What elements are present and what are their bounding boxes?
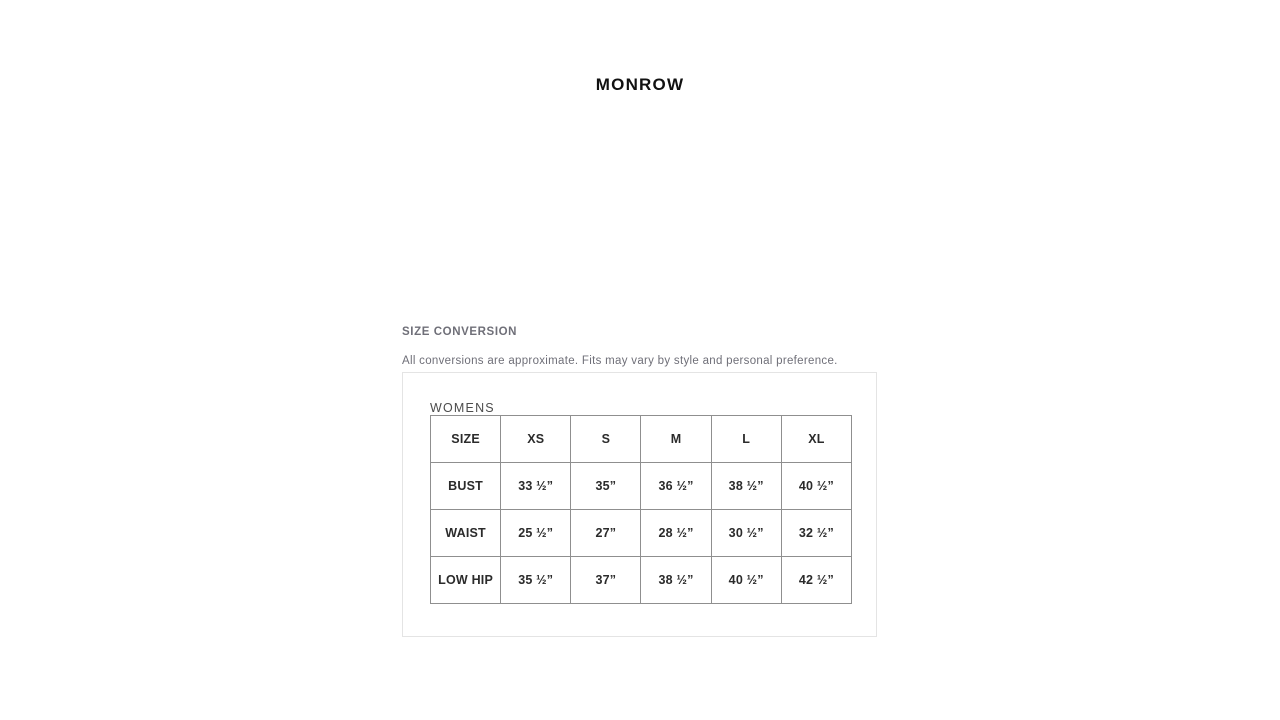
table-row-low-hip: [431, 557, 852, 604]
measurement-cell: 28 ½”: [641, 510, 711, 557]
measurement-cell: 36 ½”: [641, 463, 711, 510]
size-table-head: [431, 416, 852, 463]
measurement-cell: 30 ½”: [711, 510, 781, 557]
section-title: SIZE CONVERSION: [402, 326, 518, 338]
measurement-cell: 27”: [571, 510, 641, 557]
measurement-cell: 35”: [571, 463, 641, 510]
row-label: BUST: [431, 463, 501, 510]
measurement-cell: 37”: [571, 557, 641, 604]
disclaimer-text: All conversions are approximate. Fits may vary by style and personal preference.: [402, 355, 838, 367]
group-label-womens: WOMENS: [430, 401, 495, 415]
measurement-cell: 38 ½”: [641, 557, 711, 604]
measurement-cell: 40 ½”: [711, 557, 781, 604]
row-label: LOW HIP: [431, 557, 501, 604]
table-row-bust: [431, 463, 852, 510]
measurement-cell: 25 ½”: [501, 510, 571, 557]
column-header-l: L: [711, 416, 781, 463]
header-row: [431, 416, 852, 463]
row-label: WAIST: [431, 510, 501, 557]
measurement-cell: 38 ½”: [711, 463, 781, 510]
measurement-cell: 33 ½”: [501, 463, 571, 510]
table-row-waist: [431, 510, 852, 557]
size-table-body: [431, 463, 852, 604]
measurement-cell: 35 ½”: [501, 557, 571, 604]
measurement-cell: 40 ½”: [781, 463, 851, 510]
site-header: [0, 75, 1280, 95]
measurement-cell: 32 ½”: [781, 510, 851, 557]
brand-logo: MONROW: [595, 75, 685, 94]
size-chart-panel: [402, 372, 877, 637]
size-table: [430, 415, 852, 604]
column-header-s: S: [571, 416, 641, 463]
column-header-m: M: [641, 416, 711, 463]
column-header-size: SIZE: [431, 416, 501, 463]
column-header-xs: XS: [501, 416, 571, 463]
measurement-cell: 42 ½”: [781, 557, 851, 604]
column-header-xl: XL: [781, 416, 851, 463]
